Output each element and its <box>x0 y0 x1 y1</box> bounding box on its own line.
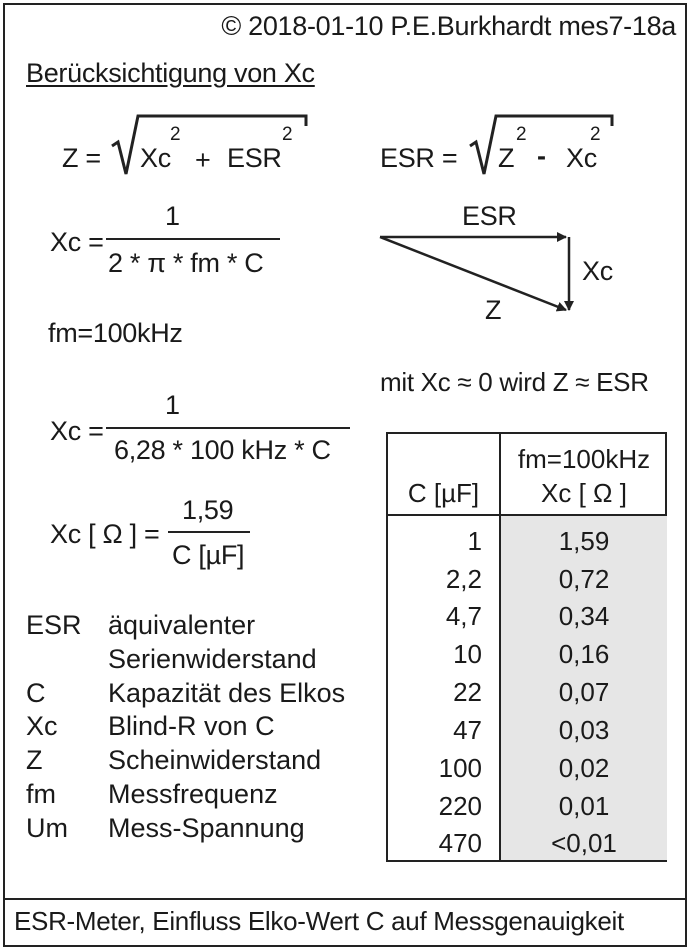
legend-key: Z <box>26 745 43 775</box>
z-vector <box>380 237 566 310</box>
heading: Berücksichtigung von Xc <box>26 58 315 88</box>
legend-value: Mess-Spannung <box>108 813 305 843</box>
vector-label-esr: ESR <box>462 201 517 231</box>
vector-label-z: Z <box>485 295 502 325</box>
table-cell-xc: 0,07 <box>558 677 610 707</box>
vector-diagram <box>376 226 586 318</box>
legend-value: Scheinwiderstand <box>108 745 322 775</box>
legend-value: Messfrequenz <box>108 779 278 809</box>
legend-value: Blind-R von C <box>108 711 275 741</box>
table-header-xc: Xc [ Ω ] <box>541 478 627 508</box>
table-header-divider <box>388 514 665 516</box>
approximation-note: mit Xc ≈ 0 wird Z ≈ ESR <box>380 367 649 397</box>
vector-label-xc: Xc <box>582 256 613 286</box>
legend-key: Xc <box>26 711 58 741</box>
formula-z-left: Z = <box>62 143 101 173</box>
table-cell-xc: 0,03 <box>558 715 610 745</box>
formula-xc1-fraction-bar <box>106 238 280 240</box>
formula-z-esr: ESR <box>227 143 282 173</box>
table-cell-c: 2,2 <box>445 564 482 594</box>
formula-esr-exp-a: 2 <box>516 124 527 145</box>
legend-key: Um <box>26 813 68 843</box>
footer-divider <box>3 898 687 900</box>
legend-key: C <box>26 678 46 708</box>
legend-key: ESR <box>26 610 82 640</box>
legend-key: fm <box>26 779 56 809</box>
formula-xc3-numerator: 1,59 <box>182 495 234 525</box>
formula-xc1-numerator: 1 <box>165 201 180 231</box>
legend-value: Kapazität des Elkos <box>108 678 346 708</box>
table-header-fm: fm=100kHz <box>517 444 651 474</box>
formula-z-plus: + <box>195 145 211 175</box>
table-cell-xc: 0,01 <box>558 791 610 821</box>
formula-z-exp-b: 2 <box>282 124 293 145</box>
legend-value: äquivalenter <box>108 610 256 640</box>
footer-caption: ESR-Meter, Einfluss Elko-Wert C auf Messgenauigkeit <box>14 906 624 936</box>
table-cell-c: 100 <box>438 753 482 783</box>
table-cell-c: 220 <box>438 791 482 821</box>
table-cell-xc: 0,16 <box>558 639 610 669</box>
table-cell-xc: 0,34 <box>558 601 610 631</box>
formula-xc2-numerator: 1 <box>165 390 180 420</box>
formula-z-xc: Xc <box>140 143 171 173</box>
fm-value: fm=100kHz <box>48 318 183 348</box>
table-cell-c: 1 <box>467 526 482 556</box>
formula-xc3-denominator: C [µF] <box>172 540 245 570</box>
copyright: © 2018-01-10 P.E.Burkhardt mes7-18a <box>221 11 676 41</box>
formula-xc2-denominator: 6,28 * 100 kHz * C <box>114 435 331 465</box>
formula-xc2-fraction-bar <box>106 427 350 429</box>
formula-xc1-denominator: 2 * π * fm * C <box>108 248 264 278</box>
formula-xc3-left: Xc [ Ω ] = <box>50 519 160 549</box>
formula-esr-z: Z <box>498 143 515 173</box>
table-cell-c: 22 <box>453 677 482 707</box>
formula-xc3-fraction-bar <box>168 531 250 533</box>
formula-xc1-left: Xc = <box>50 227 104 257</box>
capacitance-table <box>386 432 667 862</box>
table-cell-xc: 1,59 <box>558 526 610 556</box>
formula-esr-left: ESR = <box>380 143 458 173</box>
formula-z-exp-a: 2 <box>170 124 181 145</box>
table-cell-xc: 0,02 <box>558 753 610 783</box>
table-cell-c: 4,7 <box>445 601 482 631</box>
table-header-c: C [µF] <box>407 478 480 508</box>
formula-esr-exp-b: 2 <box>590 124 601 145</box>
table-cell-c: 10 <box>453 639 482 669</box>
legend-value: Serienwiderstand <box>108 644 317 674</box>
formula-xc2-left: Xc = <box>50 416 104 446</box>
table-cell-xc: 0,72 <box>558 564 610 594</box>
formula-esr-xc: Xc <box>566 143 597 173</box>
table-cell-xc: <0,01 <box>551 828 617 858</box>
table-cell-c: 47 <box>453 715 482 745</box>
table-cell-c: 470 <box>438 828 482 858</box>
formula-esr-minus: - <box>537 141 546 171</box>
